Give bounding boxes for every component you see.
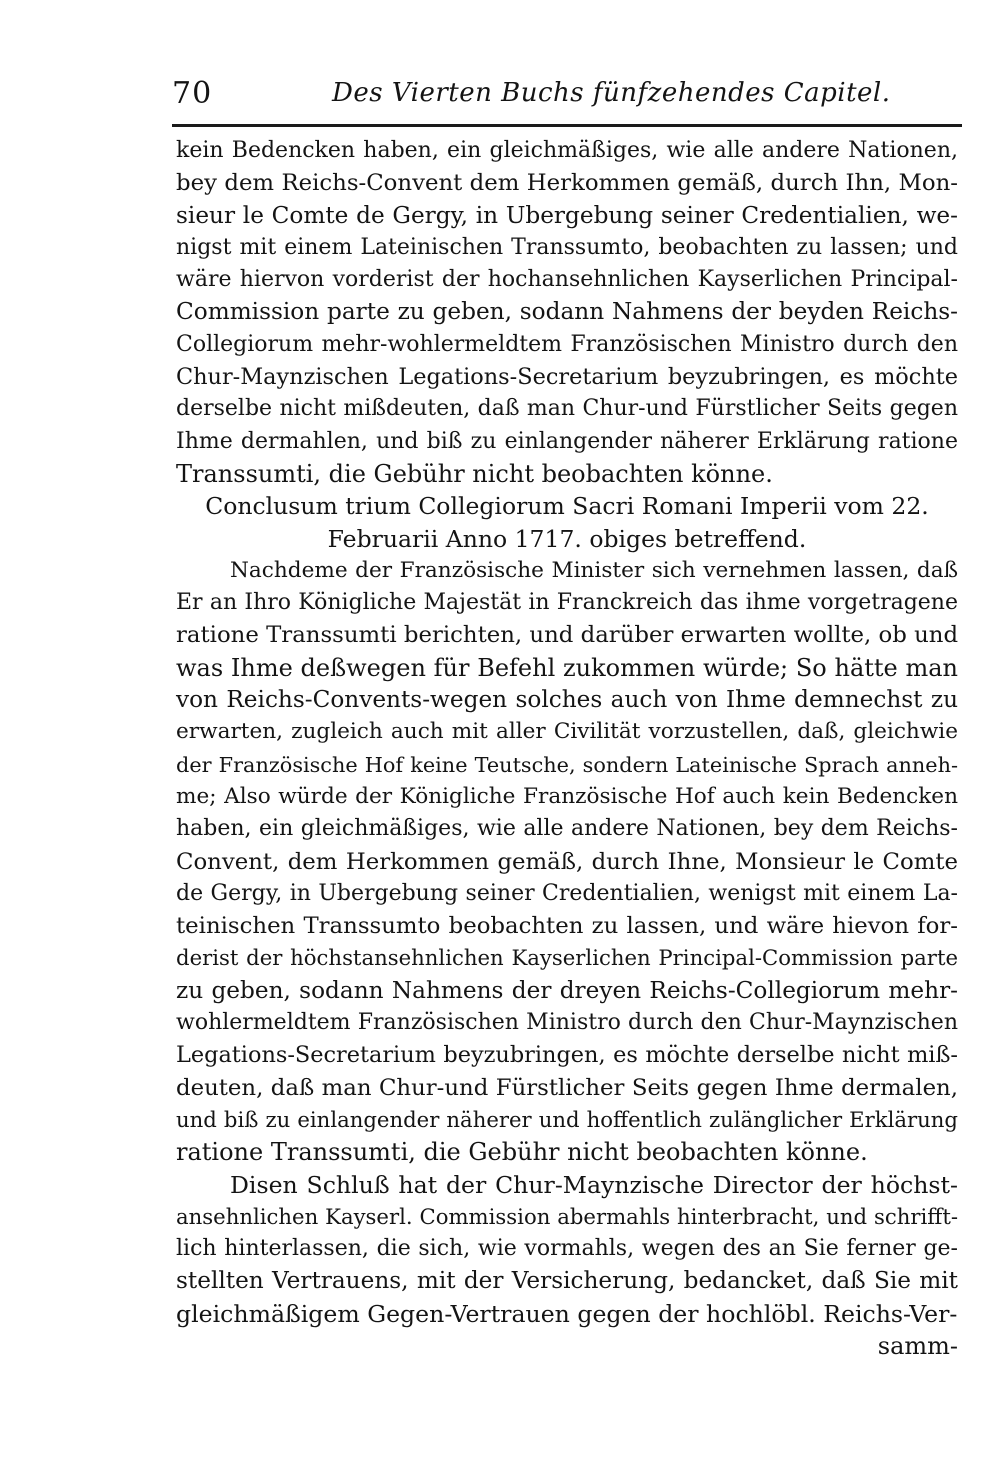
text-line: und biß zu einlangender näherer und hoffentlich zulänglicher Erklärung: [176, 1106, 958, 1132]
text-line: gleichmäßigem Gegen-Vertrauen gegen der hochlöbl. Reichs-Ver-: [176, 1299, 958, 1328]
page-header: [172, 72, 962, 120]
page-body: [176, 135, 958, 1362]
text-line: sieur le Comte de Gergy, in Ubergebung seiner Credentialien, we-: [176, 201, 958, 229]
text-line: deuten, daß man Chur-und Fürstlicher Seits gegen Ihme dermalen,: [176, 1074, 958, 1101]
text-line: was Ihme deßwegen für Befehl zukommen würde; So hätte man: [176, 653, 958, 682]
text-line: Disen Schluß hat der Chur-Maynzische Director der höchst-: [230, 1170, 958, 1199]
text-line: nigst mit einem Lateinischen Transsumto, beobachten zu lassen; und: [176, 234, 958, 260]
text-line: von Reichs-Convents-wegen solches auch von Ihme demnechst zu: [176, 686, 958, 714]
text-line: Commission parte zu geben, sodann Nahmens der beyden Reichs-: [176, 298, 958, 326]
text-line: derist der höchstansehnlichen Kayserlichen Principal-Commission parte: [176, 945, 958, 971]
text-line: derselbe nicht mißdeuten, daß man Chur-und Fürstlicher Seits gegen: [176, 396, 958, 422]
text-line: lich hinterlassen, die sich, wie vormahls, wegen des an Sie ferner ge-: [176, 1236, 958, 1262]
running-title: Des Vierten Buchs fünfzehendes Capitel.: [332, 78, 891, 108]
text-line: wohlermeldtem Französischen Ministro durch den Chur-Maynzischen: [176, 1010, 958, 1036]
text-line: der Französische Hof keine Teutsche, sondern Lateinische Sprach anneh-: [176, 752, 958, 777]
text-line: teinischen Transsumto beobachten zu lassen, und wäre hievon for-: [176, 913, 958, 940]
text-line: ansehnlichen Kayserl. Commission abermahls hinterbracht, und schrifft-: [176, 1203, 958, 1229]
text-line: ratione Transsumti, die Gebühr nicht beobachten könne.: [176, 1138, 868, 1167]
paragraph: [176, 555, 958, 1169]
text-line: ratione Transsumti berichten, und darüber erwarten wollte, ob und: [176, 622, 959, 649]
text-line: stellten Vertrauens, mit der Versicherung, bedancket, daß Sie mit: [176, 1267, 958, 1295]
text-line: erwarten, zugleich auch mit aller Civilität vorzustellen, daß, gleichwie: [176, 719, 958, 745]
text-line: de Gergy, in Ubergebung seiner Credentialien, wenigst mit einem La-: [176, 880, 958, 906]
text-line: zu geben, sodann Nahmens der dreyen Reichs-Collegiorum mehr-: [176, 976, 958, 1004]
text-line: Conclusum trium Collegiorum Sacri Romani Imperii vom 22.: [205, 492, 929, 521]
text-line: bey dem Reichs-Convent dem Herkommen gemäß, durch Ihn, Mon-: [176, 170, 958, 197]
paragraph: [176, 1169, 958, 1330]
text-line: Convent, dem Herkommen gemäß, durch Ihne, Monsieur le Comte: [176, 848, 958, 875]
header-rule: [172, 124, 962, 127]
catchword: samm-: [877, 1331, 958, 1360]
text-line: kein Bedencken haben, ein gleichmäßiges, wie alle andere Nationen,: [176, 138, 958, 163]
text-line: haben, ein gleichmäßiges, wie alle andere Nationen, bey dem Reichs-: [176, 816, 958, 842]
page-number: 70: [172, 76, 213, 111]
text-line: wäre hiervon vorderist der hochansehnlichen Kayserlichen Principal-: [176, 267, 958, 293]
text-line: Chur-Maynzischen Legations-Secretarium beyzubringen, es möchte: [176, 364, 958, 391]
text-line: Er an Ihro Königliche Majestät in Franckreich das ihme vorgetragene: [176, 590, 958, 616]
section-heading: [176, 490, 958, 555]
text-line: me; Also würde der Königliche Französische Hof auch kein Bedencken: [176, 783, 958, 809]
paragraph: [176, 135, 958, 490]
text-line: Transsumti, die Gebühr nicht beobachten könne.: [176, 459, 773, 488]
text-line: Legations-Secretarium beyzubringen, es möchte derselbe nicht miß-: [176, 1042, 958, 1069]
text-line: Ihme dermahlen, und biß zu einlangender näherer Erklärung ratione: [176, 428, 958, 454]
text-line: Nachdeme der Französische Minister sich vernehmen lassen, daß: [230, 557, 958, 583]
text-line: Collegiorum mehr-wohlermeldtem Französischen Ministro durch den: [176, 331, 958, 357]
text-line: Februarii Anno 1717. obiges betreffend.: [327, 524, 807, 553]
